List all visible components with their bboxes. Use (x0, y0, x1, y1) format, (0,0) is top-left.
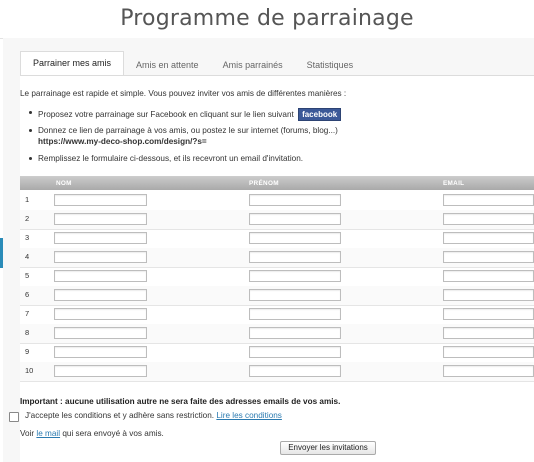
tab-statistiques[interactable]: Statistiques (306, 60, 354, 70)
conditions-link[interactable]: Lire les conditions (216, 411, 282, 420)
nom-input[interactable] (54, 213, 147, 225)
email-input[interactable] (443, 346, 534, 358)
nom-input[interactable] (54, 308, 147, 320)
prenom-input[interactable] (249, 232, 341, 244)
row-number: 9 (25, 347, 30, 356)
table-row (20, 305, 534, 325)
prenom-input[interactable] (249, 327, 341, 339)
bullet-link (38, 126, 338, 135)
row-number: 8 (25, 328, 30, 337)
bullet-link-text: Donnez ce lien de parrainage à vos amis, ou postez le sur internet (forums, blog...) (38, 126, 338, 135)
prenom-input[interactable] (249, 289, 341, 301)
row-number: 1 (25, 195, 30, 204)
referral-url[interactable]: https://www.my-deco-shop.com/design/?s= (38, 137, 207, 146)
table-row (20, 286, 534, 306)
prenom-input[interactable] (249, 346, 341, 358)
nom-input[interactable] (54, 270, 147, 282)
table-row (20, 267, 534, 287)
mail-link[interactable]: le mail (36, 429, 61, 438)
table-row (20, 248, 534, 268)
nom-input[interactable] (54, 251, 147, 263)
nom-input[interactable] (54, 365, 147, 377)
email-input[interactable] (443, 327, 534, 339)
tab-bar (20, 52, 365, 76)
prenom-input[interactable] (249, 308, 341, 320)
email-input[interactable] (443, 232, 534, 244)
header-nom: NOM (56, 180, 72, 187)
invite-table (20, 176, 534, 383)
nom-input[interactable] (54, 327, 147, 339)
tab-amis-en-attente[interactable]: Amis en attente (136, 60, 199, 70)
row-number: 2 (25, 214, 30, 223)
row-number: 3 (25, 233, 30, 242)
row-number: 10 (25, 366, 34, 375)
table-row (20, 210, 534, 230)
bullet-facebook (38, 108, 341, 121)
page-header (0, 0, 534, 39)
prenom-input[interactable] (249, 251, 341, 263)
table-row (20, 191, 534, 211)
email-input[interactable] (443, 213, 534, 225)
prenom-input[interactable] (249, 365, 341, 377)
nom-input[interactable] (54, 289, 147, 301)
table-header (20, 177, 534, 190)
email-input[interactable] (443, 251, 534, 263)
tab-amis-parraines[interactable]: Amis parrainés (222, 60, 283, 70)
tab-divider (20, 75, 534, 76)
bullet-facebook-text: Proposez votre parrainage sur Facebook en cliquant sur le lien suivant (38, 110, 294, 119)
accept-conditions-label (25, 411, 282, 420)
table-row (20, 343, 534, 363)
accept-text: J'accepte les conditions et y adhère sans restriction. (25, 411, 215, 420)
tab-parrainer[interactable]: Parrainer mes amis (20, 51, 124, 76)
table-row (20, 229, 534, 249)
voir-prefix: Voir (20, 429, 35, 438)
email-input[interactable] (443, 308, 534, 320)
email-input[interactable] (443, 365, 534, 377)
nom-input[interactable] (54, 194, 147, 206)
bullet-form-text: Remplissez le formulaire ci-dessous, et ils recevront un email d'invitation. (38, 154, 304, 163)
table-row (20, 324, 534, 344)
row-number: 5 (25, 271, 30, 280)
intro-text: Le parrainage est rapide et simple. Vous pouvez inviter vos amis de différentes manières : (20, 89, 347, 98)
facebook-button[interactable]: facebook (298, 108, 341, 121)
email-input[interactable] (443, 289, 534, 301)
header-email: EMAIL (443, 180, 465, 187)
accept-conditions-checkbox[interactable] (9, 412, 19, 422)
bullet-form (38, 154, 303, 163)
email-input[interactable] (443, 194, 534, 206)
table-row (20, 362, 534, 382)
row-number: 6 (25, 290, 30, 299)
row-number: 4 (25, 252, 30, 261)
important-notice: Important : aucune utilisation autre ne sera faite des adresses emails de vos amis. (20, 397, 341, 406)
prenom-input[interactable] (249, 194, 341, 206)
prenom-input[interactable] (249, 270, 341, 282)
email-input[interactable] (443, 270, 534, 282)
header-prenom: PRÉNOM (249, 180, 279, 187)
send-invitations-button[interactable]: Envoyer les invitations (280, 441, 376, 455)
page-title: Programme de parrainage (120, 6, 414, 31)
row-number: 7 (25, 309, 30, 318)
view-mail-line (20, 429, 164, 438)
left-scroll-indicator (0, 238, 3, 268)
nom-input[interactable] (54, 232, 147, 244)
nom-input[interactable] (54, 346, 147, 358)
voir-suffix: qui sera envoyé à vos amis. (62, 429, 164, 438)
prenom-input[interactable] (249, 213, 341, 225)
